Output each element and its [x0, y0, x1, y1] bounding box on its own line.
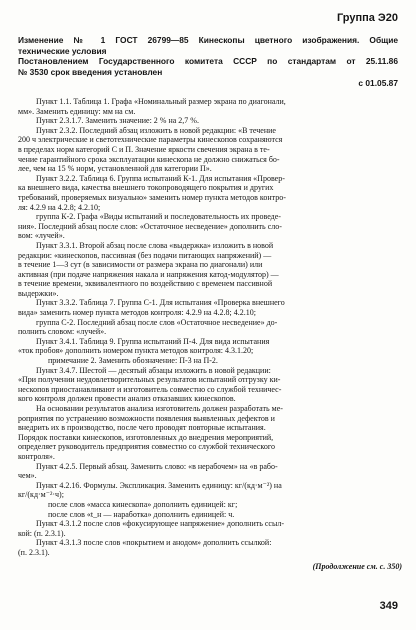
text-line: лее, чем на 15 % норм, установленной для категории П». — [18, 164, 212, 174]
text-line: внедрить их в производство, после чего проводят повторные испытания. — [18, 423, 266, 433]
text-line: 200 ч электрические и светотехнические параметры кинескопов сохраняются — [18, 135, 283, 145]
text-line: полнить словом: «лучей». — [18, 327, 107, 337]
text-line: Пункт 2.3.1.7. Заменить значение: 2 % на 2,7 %. — [36, 116, 199, 126]
text-line: вом: «лучей». — [18, 231, 65, 241]
amendment-header — [18, 35, 398, 89]
text-line: Пункт 4.2.16. Формулы. Экспликация. Заменить единицу: кг/(кд·м⁻²) на — [36, 480, 282, 490]
text-line: группа С-2. Последний абзац после слов «Остаточное несведение» до- — [36, 317, 278, 327]
text-line: кой: (п. 2.3.1). — [18, 528, 66, 538]
text-line: в течение 1—3 сут (в зависимости от размера экрана по диагонали) или — [18, 260, 263, 270]
text-line: кг/(кд·м⁻²·ч); — [18, 490, 64, 500]
text-line: ка внешнего вида, качества внешнего токопроводящего покрытия и других — [18, 183, 274, 193]
text-line: после слов «t_н — наработка» дополнить единицей: ч. — [48, 509, 235, 519]
text-line: примечание 2. Заменить обозначение: П-3 на П-2. — [48, 356, 218, 366]
text-line: Пункт 2.3.2. Последний абзац изложить в новой редакции: «В течение — [36, 125, 276, 135]
text-line: кого контроля должен провести анализ отказавших кинескопов. — [18, 394, 236, 404]
text-line: Пункт 4.2.5. Первый абзац. Заменить слово: «в нерабочем» на «в рабо- — [36, 461, 278, 471]
text-line: вида» заменить номер пункта методов контроля: 4.2.9 на 4.2.8; 4.2.10; — [18, 308, 256, 318]
text-line: «При получении неудовлетворительных результатов испытаний отгрузку ки- — [18, 375, 281, 385]
text-line: в течение времени, эквивалентного по воздействию с временем пассивной — [18, 279, 273, 289]
amendment-title-line: Изменение № 1 ГОСТ 26799—85 Кинескопы цветного изображения. Общие — [18, 35, 398, 45]
text-line: Пункт 4.3.1.3 после слов «покрытием и анодом» дополнить ссылкой: — [36, 538, 272, 548]
group-code: Группа Э20 — [336, 12, 398, 24]
text-line: ния». Последний абзац после слов: «Остаточное несведение» дополнить сло- — [18, 221, 282, 231]
text-line: чем». — [18, 471, 37, 481]
text-line: контроля». — [18, 451, 55, 461]
text-line: активная (при подаче напряжения накала и напряжения катод-модулятор) — — [18, 269, 279, 279]
text-line: (п. 2.3.1). — [18, 547, 50, 557]
text-line: требований, проверяемых визуально» заменить номер пункта методов контро- — [18, 192, 286, 202]
text-line: Порядок поставки кинескопов, изготовленных до внедрения мероприятий, — [18, 432, 274, 442]
text-line: Пункт 4.3.1.2 после слов «фокусирующее напряжение» дополнить ссыл- — [36, 519, 285, 529]
text-line: Пункт 3.2.2. Таблица 6. Группа испытаний К-1. Для испытания «Провер- — [36, 173, 285, 183]
text-line: определяет руководитель предприятия совместно со службой технического — [18, 442, 275, 452]
text-line: нескопов приостанавливают и изготовитель совместно со службой техничес- — [18, 384, 282, 394]
text-line: после слов «масса кинескопа» дополнить единицей: кг; — [48, 499, 238, 509]
text-line: чение гарантийного срока эксплуатации кинескопа не должно снижаться бо- — [18, 154, 280, 164]
text-line: редакции: «кинескопов, пассивная (без подачи питающих напряжений) — — [18, 250, 272, 260]
decree-line: № 3530 срок введения установлен — [18, 66, 163, 77]
continuation-note: (Продолжение см. с. 350) — [312, 561, 402, 571]
text-line: группа К-2. Графа «Виды испытаний и последовательность их проведе- — [36, 212, 281, 222]
page-number: 349 — [379, 600, 398, 612]
text-line: в пределах норм категорий С и П. Значение яркости свечения экрана в те- — [18, 144, 270, 154]
decree-line: Постановлением Государственного комитета СССР по стандартам от 25.11.86 — [18, 56, 398, 66]
text-line: выдержки». — [18, 288, 59, 298]
text-line: роприятия по устранению возможности появления выявленных дефектов и — [18, 413, 275, 423]
text-line: «ток пробоя» дополнить номером пункта методов контроля: 4.3.1.20; — [18, 346, 254, 356]
text-line: Пункт 3.3.2. Таблица 7. Группа С-1. Для испытания «Проверка внешнего — [36, 298, 285, 308]
text-line: ля: 4.2.9 на 4.2.8; 4.2.10; — [18, 202, 101, 212]
text-line: Пункт 3.4.7. Шестой — десятый абзацы изложить в новой редакции: — [36, 365, 271, 375]
text-line: мм». Заменить единицу: мм на см. — [18, 106, 136, 116]
effective-date: с 01.05.87 — [358, 78, 398, 88]
text-line: На основании результатов анализа изготовитель должен разработать ме- — [36, 404, 283, 413]
text-line: Пункт 3.3.1. Второй абзац после слова «выдержка» изложить в новой — [36, 240, 274, 250]
text-line: Пункт 1.1. Таблица 1. Графа «Номинальный размер экрана по диагонали, — [36, 97, 286, 106]
text-line: Пункт 3.4.1. Таблица 9. Группа испытаний П-4. Для вида испытания — [36, 336, 270, 346]
amendment-title-line: технические условия — [18, 45, 107, 56]
document-body — [18, 97, 402, 571]
